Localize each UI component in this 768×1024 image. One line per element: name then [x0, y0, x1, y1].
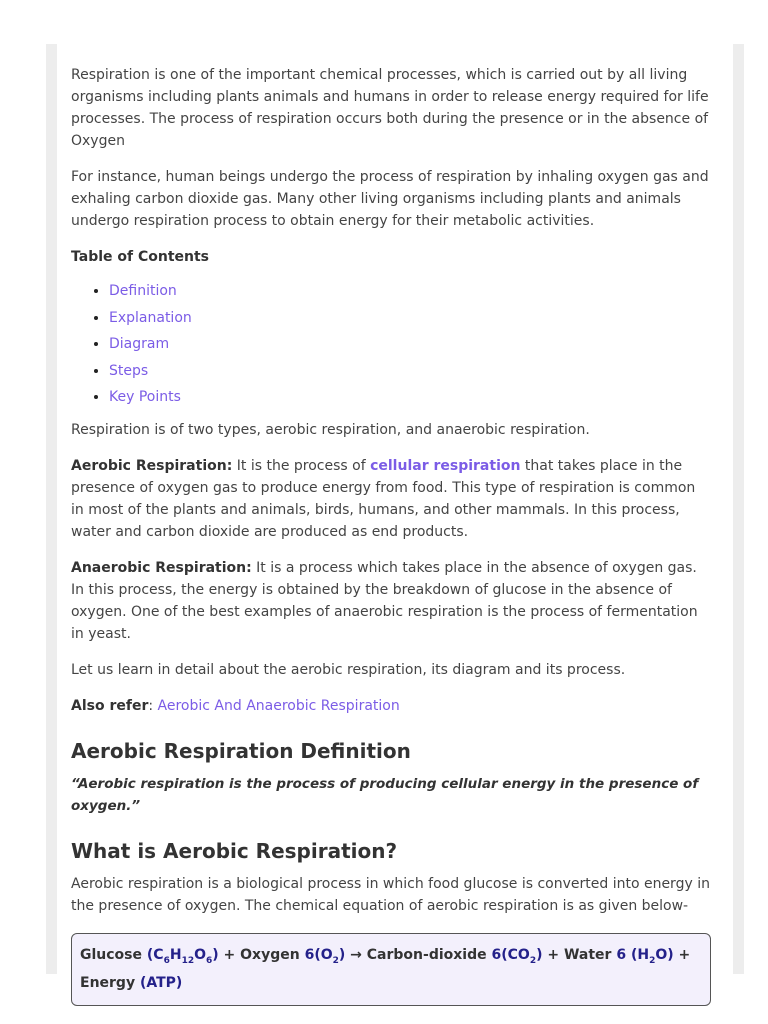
anaerobic-paragraph: [71, 557, 711, 645]
aerobic-pre-text: It is the process of: [232, 457, 371, 474]
eq-plus-oxygen: + Oxygen: [218, 946, 305, 963]
eq-oxygen-formula: $6(O_2)$: [304, 946, 346, 966]
what-paragraph: Aerobic respiration is a biological process in which food glucose is converted into energy in the presence of oxygen. The chemical equation of aerobic respiration is as given below-: [71, 875, 710, 914]
toc-link-definition[interactable]: Definition: [109, 283, 177, 299]
cellular-respiration-link[interactable]: cellular respiration: [370, 457, 521, 474]
anaerobic-text: It is a process which takes place in the absence of oxygen gas. In this process, the energy is obtained by the breakdown of glucose in the absence of oxygen. One of the best examples of anaerobic respiration is the process of fermentation in yeast.: [71, 559, 698, 642]
also-refer-label: Also refer: [71, 697, 149, 714]
definition-heading: Aerobic Respiration Definition: [71, 738, 411, 763]
toc-title: Table of Contents: [71, 249, 210, 265]
definition-quote: “Aerobic respiration is the process of producing cellular energy in the presence of oxygen.”: [71, 775, 699, 814]
eq-plus-energy: + Energy: [80, 946, 691, 992]
eq-water-formula: 6 $(H_2O)$: [616, 946, 674, 966]
eq-arrow-co2-label: → Carbon-dioxide: [345, 946, 492, 963]
chemical-equation-box: [71, 933, 711, 1007]
intro-paragraph-1: Respiration is one of the important chemical processes, which is carried out by all living organisms including plants animals and humans in order to release energy required for life processes. The process of respiration occurs both during the presence or in the absence of Oxygen: [71, 67, 709, 149]
anaerobic-label: Anaerobic Respiration:: [71, 559, 252, 576]
toc-item-explanation[interactable]: [109, 305, 711, 332]
table-of-contents: [71, 278, 711, 411]
eq-glucose-label: Glucose: [80, 946, 147, 963]
toc-link-steps[interactable]: Steps: [109, 362, 149, 379]
aerobic-label: Aerobic Respiration:: [71, 457, 233, 474]
toc-link-explanation[interactable]: Explanation: [109, 309, 192, 326]
toc-item-key-points[interactable]: [109, 384, 711, 411]
aerobic-paragraph: [71, 455, 711, 543]
also-refer-link[interactable]: Aerobic And Anaerobic Respiration: [157, 697, 400, 714]
toc-item-definition[interactable]: [109, 278, 711, 305]
types-summary: Respiration is of two types, aerobic respiration, and anaerobic respiration.: [71, 421, 590, 438]
also-refer-separator: :: [148, 697, 158, 714]
detail-paragraph: Let us learn in detail about the aerobic respiration, its diagram and its process.: [71, 661, 626, 678]
what-heading: What is Aerobic Respiration?: [71, 838, 398, 863]
eq-glucose-formula: $(C_6H_{12}O_6)$: [146, 946, 219, 966]
toc-link-diagram[interactable]: Diagram: [109, 336, 170, 352]
also-refer-paragraph: [71, 695, 711, 717]
toc-link-key-points[interactable]: Key Points: [109, 389, 181, 405]
eq-plus-water: + Water: [542, 946, 617, 963]
aerobic-post-text: that takes place in the presence of oxygen gas to produce energy from food. This type of respiration is common in most of the plants and animals, birds, humans, and other mammals. In this process, water and carbon dioxide are produced as end products.: [71, 457, 696, 540]
article-content: [71, 64, 711, 1006]
toc-item-steps[interactable]: [109, 358, 711, 385]
article-card: [57, 44, 733, 992]
eq-co2-formula: $6(CO_2)$: [491, 946, 543, 966]
intro-paragraph-2: For instance, human beings undergo the process of respiration by inhaling oxygen gas and exhaling carbon dioxide gas. Many other living organisms including plants and animals undergo respiration process to obtain energy for their metabolic activities.: [71, 169, 709, 229]
eq-atp: (ATP): [139, 975, 183, 992]
toc-item-diagram[interactable]: [109, 331, 711, 358]
